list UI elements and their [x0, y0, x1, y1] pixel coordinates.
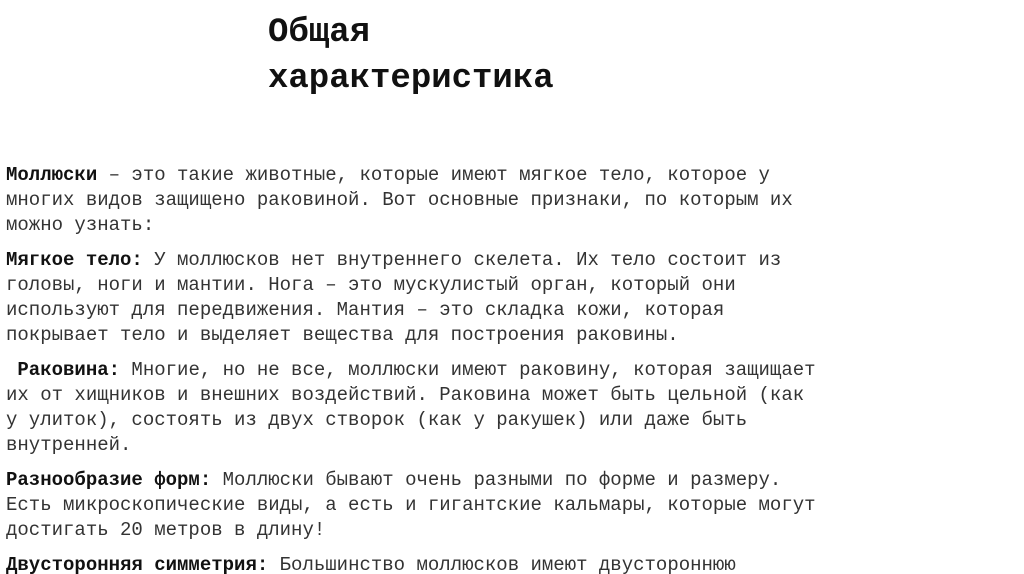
term-shell: Раковина: [6, 359, 121, 381]
paragraph-line: можно узнать: [6, 214, 155, 236]
paragraph-line: многих видов защищено раковиной. Вот основные признаки, по которым их [6, 189, 793, 211]
paragraph-line: Двусторонняя симметрия: Большинство моллюсков имеют двустороннюю [6, 554, 736, 574]
paragraph-shell [6, 358, 1020, 458]
paragraph-line: головы, ноги и мантии. Нога – это мускулистый орган, который они [6, 274, 736, 296]
paragraph-diversity [6, 468, 1020, 543]
paragraph-line: Моллюски – это такие животные, которые имеют мягкое тело, которое у [6, 164, 770, 186]
slide-body [6, 163, 1020, 574]
paragraph-line: используют для передвижения. Мантия – это складка кожи, которая [6, 299, 725, 321]
slide-title [268, 10, 554, 102]
term-soft-body: Мягкое тело: [6, 249, 143, 271]
paragraph-line: внутренней. [6, 434, 132, 456]
paragraph-line: Раковина: Многие, но не все, моллюски имеют раковину, которая защищает [6, 359, 816, 381]
term-symmetry: Двусторонняя симметрия: [6, 554, 269, 574]
paragraph-line: у улиток), состоять из двух створок (как у ракушек) или даже быть [6, 409, 748, 431]
paragraph-symmetry [6, 553, 1020, 574]
paragraph-molluscs [6, 163, 1020, 238]
term-molluscs: Моллюски [6, 164, 98, 186]
paragraph-line: Есть микроскопические виды, а есть и гигантские кальмары, которые могут [6, 494, 816, 516]
paragraph-line: Разнообразие форм: Моллюски бывают очень разными по форме и размеру. [6, 469, 782, 491]
title-line-1: Общая [268, 14, 371, 52]
paragraph-soft-body [6, 248, 1020, 348]
term-diversity: Разнообразие форм: [6, 469, 212, 491]
paragraph-line: достигать 20 метров в длину! [6, 519, 326, 541]
title-line-2: характеристика [268, 60, 554, 98]
paragraph-line: их от хищников и внешних воздействий. Раковина может быть цельной (как [6, 384, 805, 406]
paragraph-line: покрывает тело и выделяет вещества для построения раковины. [6, 324, 679, 346]
paragraph-line: Мягкое тело: У моллюсков нет внутреннего скелета. Их тело состоит из [6, 249, 782, 271]
